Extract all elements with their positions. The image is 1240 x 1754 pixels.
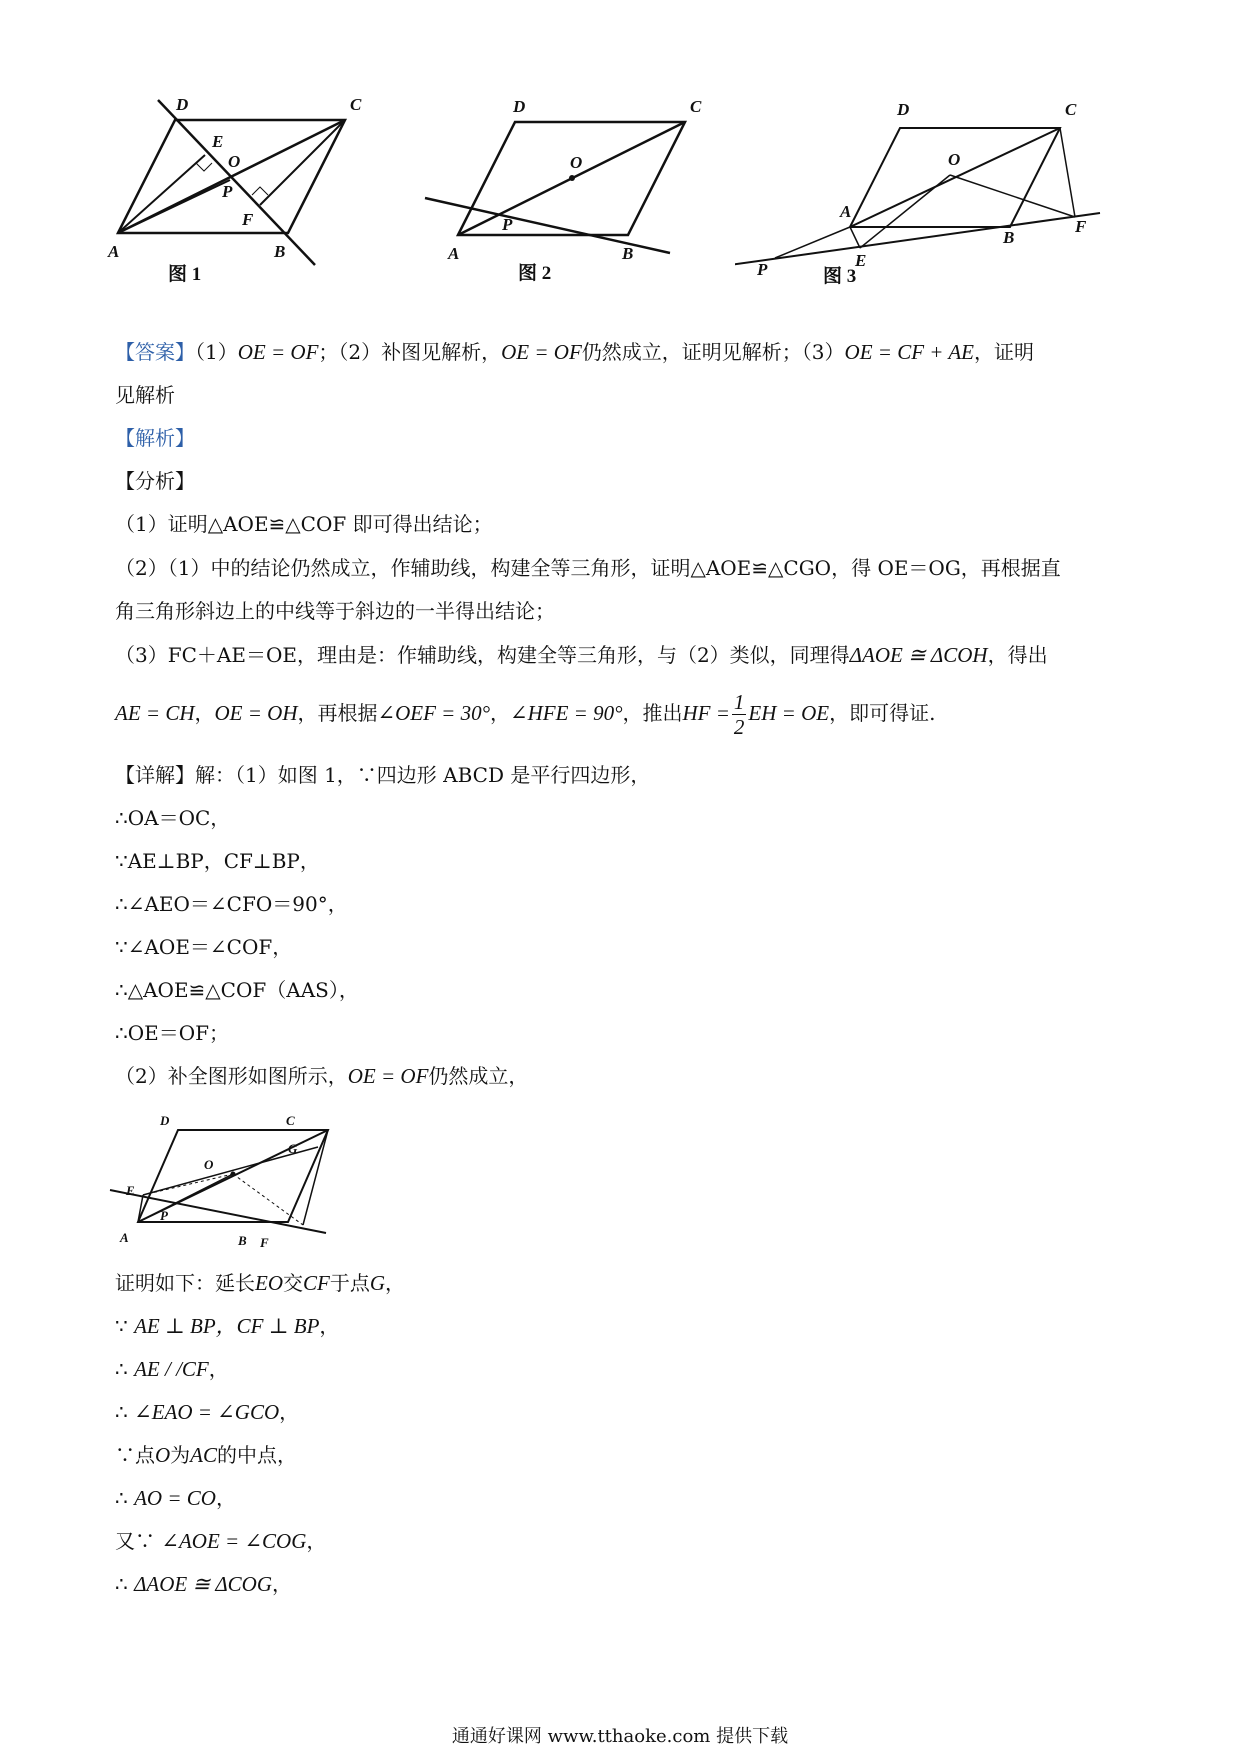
- detail-text: 解：（1）如图 1，∵四边形 ABCD 是平行四边形，: [195, 763, 651, 787]
- math-hf: HF =: [682, 701, 730, 725]
- figure-2: [420, 95, 710, 305]
- segment-ae: [118, 155, 205, 233]
- label-e: E: [126, 1183, 135, 1198]
- proof-1-math-1: EO: [255, 1271, 283, 1295]
- label-o: O: [570, 153, 583, 172]
- proof-8-math: ΔAOE ≅ ΔCOG: [134, 1572, 272, 1596]
- proof-7-text-2: ，: [306, 1529, 327, 1553]
- math-oe-oh: OE = OH: [214, 701, 298, 725]
- segment-cf: [1060, 128, 1075, 217]
- proof-2-text-2: ，: [319, 1314, 340, 1338]
- math-ae-ch: AE = CH: [115, 701, 195, 725]
- proof-1-text-2: 交: [283, 1271, 303, 1295]
- label-p: P: [757, 260, 768, 279]
- proof-line-1: [115, 1268, 405, 1298]
- label-b: B: [1003, 228, 1015, 247]
- label-f: F: [1075, 217, 1087, 236]
- figure-3: [735, 95, 1105, 305]
- line-bp: [735, 213, 1100, 265]
- label-d: D: [160, 1113, 170, 1128]
- point-o: [231, 1172, 236, 1177]
- detail-line-5: ∵∠AOE＝∠COF，: [115, 935, 293, 959]
- diagonal-ac: [850, 128, 1060, 227]
- proof-line-4: [115, 1397, 299, 1427]
- analysis-4-text-2: ，得出: [987, 643, 1048, 667]
- proof-2-text: ∵: [115, 1314, 135, 1338]
- label-d: D: [176, 95, 189, 114]
- answer-text-1: （1）: [195, 340, 238, 364]
- math-angle-hfe: ∠HFE = 90°: [510, 701, 623, 725]
- proof-5-text: ∵点: [115, 1443, 155, 1467]
- label-f: F: [242, 210, 254, 229]
- detail-8-text-2: 仍然成立，: [428, 1064, 529, 1088]
- fraction-half: [732, 690, 747, 739]
- label-o: O: [204, 1157, 214, 1172]
- proof-line-3: [115, 1354, 229, 1384]
- proof-6-text: ∴: [115, 1486, 135, 1510]
- caption-fig2: 图 2: [518, 263, 552, 284]
- detail-line-3: ∵AE⊥BP，CF⊥BP，: [115, 849, 320, 873]
- proof-line-2: [115, 1311, 339, 1341]
- math-angle-oef: ∠OEF = 30°: [377, 701, 490, 725]
- proof-7-math: ∠AOE = ∠COG: [161, 1529, 307, 1553]
- answer-math-1: OE = OF: [237, 340, 319, 364]
- fraction-numerator: 1: [733, 690, 745, 714]
- answer-text-2: ；（2）补图见解析，: [318, 340, 502, 364]
- label-f: F: [260, 1235, 269, 1250]
- label-a: A: [448, 244, 460, 263]
- label-a: A: [840, 202, 852, 221]
- analysis-4-text: （3）FC＋AE＝OE，理由是：作辅助线，构建全等三角形，与（2）类似，同理得: [115, 643, 850, 667]
- proof-2-math: AE ⊥ BP，CF ⊥ BP: [134, 1314, 320, 1338]
- detail-line-8: [115, 1061, 528, 1091]
- segment-of: [950, 175, 1075, 217]
- proof-5-math-2: AC: [190, 1443, 218, 1467]
- proof-1-math-2: CF: [303, 1271, 330, 1295]
- figure-4: [108, 1105, 343, 1255]
- analysis-tag: 【解析】: [115, 426, 195, 450]
- label-p: P: [222, 182, 233, 201]
- segment-oe: [860, 175, 950, 248]
- proof-4-math: ∠EAO = ∠GCO: [134, 1400, 280, 1424]
- label-b: B: [622, 244, 634, 263]
- sep-1: ，: [194, 701, 215, 725]
- analysis-4-math: ΔAOE ≅ ΔCOH: [849, 643, 988, 667]
- math-eh-oe: EH = OE: [748, 701, 830, 725]
- label-a: A: [108, 242, 120, 261]
- proof-3-text-2: ，: [208, 1357, 229, 1381]
- proof-1-math-3: G: [369, 1271, 386, 1295]
- proof-line-7: [115, 1526, 326, 1556]
- proof-3-text: ∴: [115, 1357, 135, 1381]
- detail-line-7: ∴OE＝OF；: [115, 1021, 229, 1045]
- label-g: G: [288, 1141, 298, 1156]
- proof-line-6: [115, 1483, 236, 1513]
- proof-1-text-3: 于点: [329, 1271, 370, 1295]
- analysis-line-4: [115, 640, 1048, 670]
- proof-6-text-2: ，: [215, 1486, 236, 1510]
- proof-6-math: AO = CO: [134, 1486, 216, 1510]
- detail-line-1: [115, 760, 650, 790]
- answer-text-3: 仍然成立，证明见解析；（3）: [581, 340, 845, 364]
- answer-math-3: OE = CF + AE: [844, 340, 974, 364]
- analysis-line-5: [115, 685, 935, 741]
- line-bp: [158, 100, 315, 265]
- proof-4-text: ∴: [115, 1400, 135, 1424]
- proof-1-text: 证明如下：延长: [115, 1271, 255, 1295]
- proof-5-text-3: 的中点，: [217, 1443, 298, 1467]
- proof-3-math: AE / /CF: [134, 1357, 209, 1381]
- proof-8-text: ∴: [115, 1572, 135, 1596]
- fenxi-tag: 【分析】: [115, 469, 195, 493]
- analysis-line-1: （1）证明△AOE≌△COF 即可得出结论；: [115, 512, 493, 536]
- proof-8-text-2: ，: [272, 1572, 292, 1596]
- caption-fig1: 图 1: [168, 264, 202, 285]
- label-a: A: [120, 1230, 129, 1245]
- point-o: [569, 175, 575, 181]
- proof-line-8: [115, 1569, 292, 1599]
- proof-7-text: 又∵: [115, 1529, 162, 1553]
- detail-line-4: ∴∠AEO＝∠CFO＝90°，: [115, 892, 348, 916]
- label-p: P: [502, 215, 513, 234]
- label-c: C: [690, 97, 702, 116]
- proof-1-text-4: ，: [385, 1271, 406, 1295]
- answer-line: [115, 337, 1034, 367]
- label-e: E: [855, 251, 867, 270]
- detail-8-math: OE = OF: [347, 1064, 429, 1088]
- label-c: C: [1065, 100, 1077, 119]
- sep-3: ，: [490, 701, 510, 725]
- right-angle-mark-f: [252, 187, 268, 195]
- sep-5: ，即可得证.: [829, 701, 936, 725]
- label-b: B: [238, 1233, 247, 1248]
- label-p: P: [160, 1208, 168, 1223]
- analysis-line-3: 角三角形斜边上的中线等于斜边的一半得出结论；: [115, 599, 555, 623]
- detail-8-text: （2）补全图形如图所示，: [115, 1064, 348, 1088]
- sep-2: ，再根据: [297, 701, 378, 725]
- fraction-denominator: 2: [733, 715, 745, 739]
- detail-line-6: ∴△AOE≌△COF（AAS），: [115, 978, 359, 1002]
- answer-math-2: OE = OF: [501, 340, 582, 364]
- detail-line-2: ∴OA＝OC，: [115, 806, 231, 830]
- label-o: O: [228, 152, 241, 171]
- label-b: B: [274, 242, 286, 261]
- caption-fig3: 图 3: [823, 266, 857, 287]
- figure-1: [100, 95, 390, 305]
- answer-line-2: 见解析: [115, 383, 175, 407]
- analysis-line-2: （2）（1）中的结论仍然成立，作辅助线，构建全等三角形，证明△AOE≌△CGO，得 OE＝OG，再根据直: [115, 556, 1061, 580]
- proof-4-text-2: ，: [279, 1400, 300, 1424]
- detail-tag: 【详解】: [115, 763, 195, 787]
- segment-cf: [260, 120, 345, 205]
- proof-line-5: [115, 1440, 297, 1470]
- right-angle-mark-e: [196, 163, 212, 171]
- label-e: E: [212, 132, 224, 151]
- label-c: C: [350, 95, 362, 114]
- proof-5-math-1: O: [155, 1443, 171, 1467]
- segment-ae: [850, 227, 860, 248]
- proof-5-text-2: 为: [170, 1443, 191, 1467]
- sep-4: ，推出: [622, 701, 683, 725]
- page-footer: 通通好课网 www.tthaoke.com 提供下载: [451, 1726, 789, 1747]
- label-c: C: [286, 1113, 295, 1128]
- label-o: O: [948, 150, 961, 169]
- label-d: D: [897, 100, 910, 119]
- answer-tag: 【答案】: [115, 340, 195, 364]
- segment-ap: [118, 180, 230, 233]
- label-d: D: [513, 97, 526, 116]
- answer-text-4: ，证明: [974, 340, 1034, 364]
